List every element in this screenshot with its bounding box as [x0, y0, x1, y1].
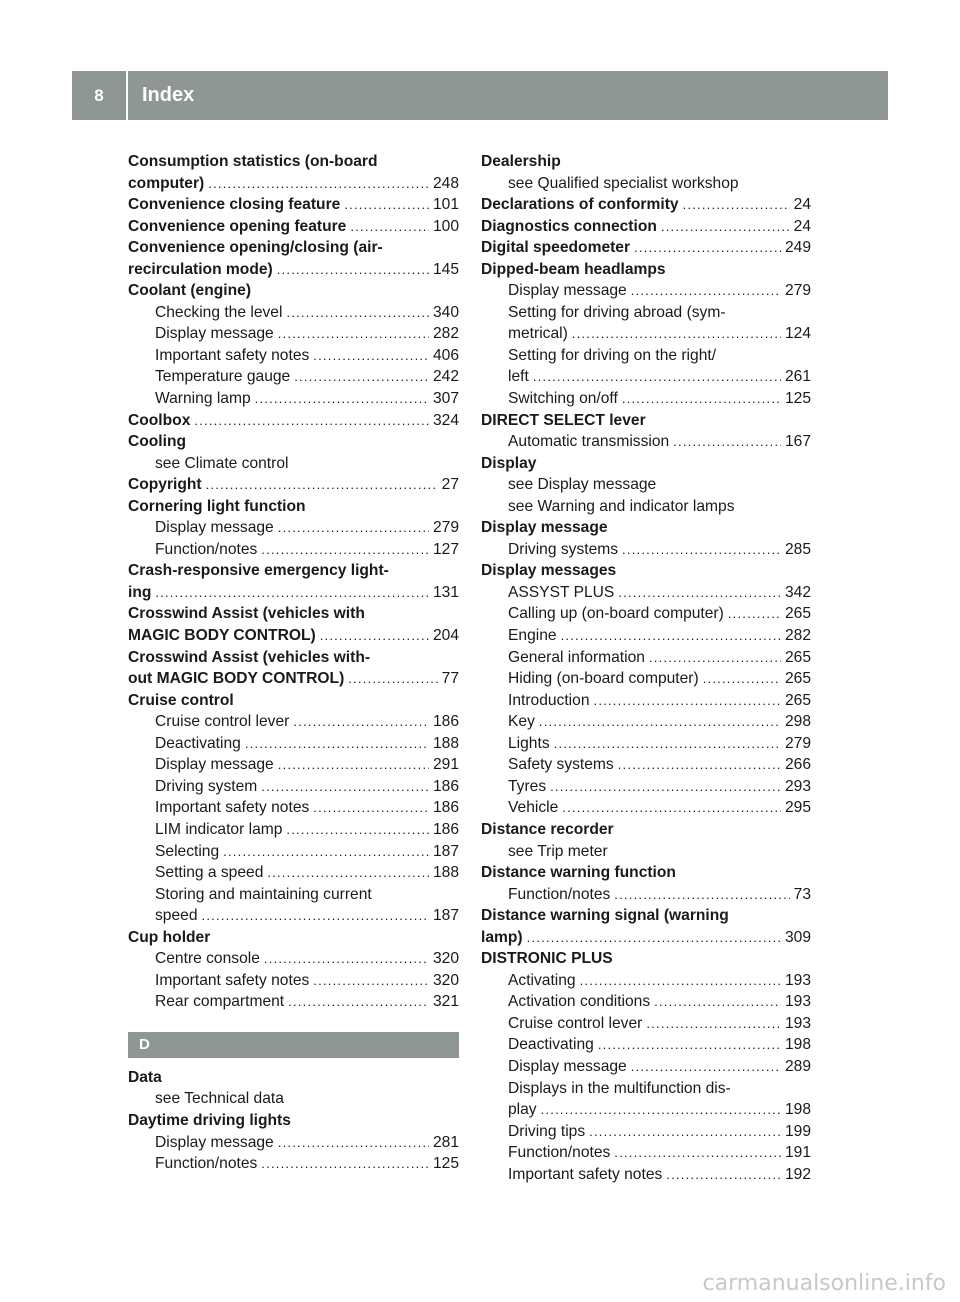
- page-reference[interactable]: 266: [784, 756, 811, 774]
- page-reference[interactable]: 100: [432, 217, 459, 235]
- page-reference[interactable]: 24: [793, 217, 811, 235]
- dot-leader: [286, 302, 429, 324]
- entry-label: Engine: [508, 627, 557, 645]
- entry-label: Activation conditions: [508, 993, 651, 1011]
- page-reference[interactable]: 131: [432, 583, 459, 601]
- page-reference[interactable]: 342: [784, 583, 811, 601]
- index-entry: Crash-responsive emergency light-: [128, 562, 389, 580]
- dot-leader: [541, 1099, 781, 1121]
- index-subentry[interactable]: [481, 280, 811, 302]
- page-reference[interactable]: 281: [432, 1133, 459, 1151]
- dot-leader: [278, 323, 429, 345]
- entry-label: Diagnostics connection: [481, 217, 657, 235]
- index-subentry[interactable]: [481, 323, 811, 345]
- index-entry: Distance warning signal (warning: [481, 907, 729, 925]
- page-reference[interactable]: 188: [432, 734, 459, 752]
- index-entry: Crosswind Assist (vehicles with-: [128, 648, 371, 666]
- dot-leader: [562, 797, 781, 819]
- index-subentry[interactable]: [128, 948, 459, 970]
- index-subentry[interactable]: [481, 1034, 811, 1056]
- dot-leader: [554, 733, 781, 755]
- entry-label: recirculation mode): [128, 260, 273, 278]
- dot-leader: [208, 173, 429, 195]
- index-entry: Cooling: [128, 433, 187, 451]
- entry-label: Convenience opening feature: [128, 217, 347, 235]
- dot-leader: [277, 259, 429, 281]
- page-reference[interactable]: 193: [784, 1014, 811, 1032]
- dot-leader: [278, 1132, 429, 1154]
- dot-leader: [155, 582, 429, 604]
- page-reference[interactable]: 324: [432, 411, 459, 429]
- dot-leader: [631, 280, 781, 302]
- page-reference[interactable]: 167: [784, 433, 811, 451]
- index-subentry[interactable]: [128, 776, 459, 798]
- dot-leader: [206, 474, 438, 496]
- index-subentry[interactable]: [481, 647, 811, 669]
- index-subentry[interactable]: [481, 884, 811, 906]
- entry-label: Lights: [508, 734, 550, 752]
- dot-leader: [267, 862, 429, 884]
- entry-label: Calling up (on-board computer): [508, 605, 724, 623]
- page-reference[interactable]: 279: [432, 519, 459, 537]
- entry-label: Activating: [508, 971, 576, 989]
- dot-leader: [261, 1153, 429, 1175]
- dot-leader: [618, 582, 781, 604]
- page-reference[interactable]: 289: [784, 1057, 811, 1075]
- index-cross-reference: see Climate control: [155, 454, 289, 472]
- index-subentry[interactable]: [128, 345, 459, 367]
- page-number: 8: [94, 85, 104, 105]
- dot-leader: [278, 754, 429, 776]
- entry-label: out MAGIC BODY CONTROL): [128, 670, 345, 688]
- entry-label: Driving system: [155, 777, 258, 795]
- index-cross-reference: see Display message: [508, 476, 657, 494]
- index-subentry[interactable]: [481, 776, 811, 798]
- dot-leader: [561, 625, 781, 647]
- index-entry: DISTRONIC PLUS: [481, 950, 613, 968]
- page-reference[interactable]: 293: [784, 777, 811, 795]
- index-column-left: [128, 151, 459, 1175]
- dot-leader: [261, 776, 429, 798]
- page-reference[interactable]: 199: [784, 1122, 811, 1140]
- dot-leader: [313, 345, 429, 367]
- page-reference[interactable]: 261: [784, 368, 811, 386]
- index-entry[interactable]: [481, 237, 811, 259]
- index-entry[interactable]: [481, 927, 811, 949]
- index-subentry[interactable]: [481, 539, 811, 561]
- page-reference[interactable]: 145: [432, 260, 459, 278]
- index-subentry[interactable]: [128, 539, 459, 561]
- index-entry: Coolant (engine): [128, 282, 252, 300]
- index-subentry[interactable]: [481, 603, 811, 625]
- entry-label: Important safety notes: [155, 971, 310, 989]
- page-reference[interactable]: 249: [784, 239, 811, 257]
- page-reference[interactable]: 265: [784, 605, 811, 623]
- entry-label: Hiding (on-board computer): [508, 670, 699, 688]
- entry-label: Important safety notes: [508, 1165, 663, 1183]
- index-subentry[interactable]: [128, 388, 459, 410]
- index-entry[interactable]: [128, 194, 459, 216]
- dot-leader: [594, 690, 781, 712]
- index-subentry: Displays in the multifunction dis-: [508, 1079, 731, 1097]
- page-reference[interactable]: 279: [784, 282, 811, 300]
- page-reference[interactable]: 27: [441, 476, 459, 494]
- dot-leader: [622, 539, 781, 561]
- dot-leader: [286, 819, 429, 841]
- index-subentry[interactable]: [128, 733, 459, 755]
- page-reference[interactable]: 124: [784, 325, 811, 343]
- entry-label: Rear compartment: [155, 993, 285, 1011]
- index-entry: DIRECT SELECT lever: [481, 411, 646, 429]
- index-entry: Consumption statistics (on-board: [128, 153, 378, 170]
- page-reference[interactable]: 291: [432, 756, 459, 774]
- dot-leader: [348, 668, 437, 690]
- index-entry[interactable]: [481, 194, 811, 216]
- index-entry: Display message: [481, 519, 608, 537]
- page-reference[interactable]: 125: [432, 1155, 459, 1173]
- dot-leader: [202, 905, 429, 927]
- index-cross-reference: see Qualified specialist workshop: [508, 174, 739, 192]
- page-reference[interactable]: 265: [784, 691, 811, 709]
- page-reference[interactable]: 192: [784, 1165, 811, 1183]
- index-entry: Cup holder: [128, 928, 211, 946]
- dot-leader: [614, 884, 789, 906]
- index-entry: Data: [128, 1068, 162, 1086]
- entry-label: General information: [508, 648, 645, 666]
- dot-leader: [589, 1121, 781, 1143]
- page-reference[interactable]: 191: [784, 1144, 811, 1162]
- index-subentry[interactable]: [128, 302, 459, 324]
- entry-label: Checking the level: [155, 303, 283, 321]
- index-subentry[interactable]: [128, 862, 459, 884]
- index-subentry[interactable]: [128, 991, 459, 1013]
- entry-label: Setting a speed: [155, 864, 264, 882]
- entry-label: ing: [128, 583, 152, 601]
- index-subentry[interactable]: [481, 1164, 811, 1186]
- index-subentry[interactable]: [481, 1056, 811, 1078]
- entry-label: Declarations of conformity: [481, 196, 679, 214]
- dot-leader: [666, 1164, 781, 1186]
- dot-leader: [223, 841, 429, 863]
- entry-label: left: [508, 368, 529, 386]
- index-subentry[interactable]: [128, 905, 459, 927]
- dot-leader: [533, 366, 781, 388]
- entry-label: Driving systems: [508, 540, 619, 558]
- page-reference[interactable]: 204: [432, 627, 459, 645]
- dot-leader: [527, 927, 781, 949]
- index-subentry[interactable]: [481, 668, 811, 690]
- entry-label: Display message: [155, 325, 274, 343]
- index-subentry[interactable]: [481, 625, 811, 647]
- page-reference[interactable]: 285: [784, 540, 811, 558]
- entry-label: speed: [155, 907, 198, 925]
- entry-label: Function/notes: [155, 1155, 258, 1173]
- page-reference[interactable]: 320: [432, 971, 459, 989]
- index-subentry[interactable]: [481, 733, 811, 755]
- index-entry: Display: [481, 454, 537, 472]
- dot-leader: [683, 194, 790, 216]
- entry-label: Function/notes: [508, 885, 611, 903]
- entry-label: Function/notes: [155, 540, 258, 558]
- index-cross-reference: see Technical data: [155, 1090, 284, 1108]
- entry-label: Display message: [155, 756, 274, 774]
- index-subentry: Setting for driving abroad (sym-: [508, 303, 726, 321]
- index-subentry[interactable]: [481, 1099, 811, 1121]
- index-subentry[interactable]: [128, 1153, 459, 1175]
- index-subentry[interactable]: [128, 323, 459, 345]
- entry-label: Display message: [508, 1057, 627, 1075]
- dot-leader: [261, 539, 429, 561]
- index-subentry[interactable]: [128, 366, 459, 388]
- page-reference[interactable]: 309: [784, 928, 811, 946]
- index-entry[interactable]: [128, 216, 459, 238]
- page-reference[interactable]: 298: [784, 713, 811, 731]
- index-entry: Distance warning function: [481, 864, 676, 882]
- dot-leader: [661, 216, 790, 238]
- entry-label: Important safety notes: [155, 346, 310, 364]
- index-subentry[interactable]: [128, 711, 459, 733]
- page-reference[interactable]: 265: [784, 670, 811, 688]
- entry-label: Copyright: [128, 476, 202, 494]
- dot-leader: [278, 517, 429, 539]
- page-reference[interactable]: 24: [793, 196, 811, 214]
- entry-label: Selecting: [155, 842, 220, 860]
- index-entry[interactable]: [128, 668, 459, 690]
- watermark: carmanualsonline.info: [702, 1271, 946, 1296]
- entry-label: Switching on/off: [508, 390, 618, 408]
- index-entry: Convenience opening/closing (air-: [128, 239, 383, 257]
- page-title: Index: [142, 84, 195, 106]
- page-reference[interactable]: 101: [432, 196, 459, 214]
- entry-label: lamp): [481, 928, 523, 946]
- entry-label: Cruise control lever: [508, 1014, 643, 1032]
- dot-leader: [646, 1013, 781, 1035]
- entry-label: LIM indicator lamp: [155, 820, 283, 838]
- dot-leader: [649, 647, 781, 669]
- dot-leader: [572, 323, 781, 345]
- page-reference[interactable]: 198: [784, 1036, 811, 1054]
- index-subentry[interactable]: [481, 1121, 811, 1143]
- index-subentry[interactable]: [128, 1132, 459, 1154]
- entry-label: Key: [508, 713, 535, 731]
- page-reference[interactable]: 188: [432, 864, 459, 882]
- dot-leader: [631, 1056, 781, 1078]
- index-subentry[interactable]: [128, 797, 459, 819]
- index-subentry[interactable]: [481, 711, 811, 733]
- entry-label: Warning lamp: [155, 390, 251, 408]
- index-subentry[interactable]: [481, 431, 811, 453]
- dot-leader: [255, 388, 429, 410]
- entry-label: MAGIC BODY CONTROL): [128, 627, 316, 645]
- page-reference[interactable]: 282: [432, 325, 459, 343]
- entry-label: play: [508, 1101, 537, 1119]
- entry-label: Vehicle: [508, 799, 559, 817]
- index-subentry[interactable]: [481, 388, 811, 410]
- dot-leader: [264, 948, 429, 970]
- index-subentry[interactable]: [481, 1013, 811, 1035]
- index-subentry[interactable]: [128, 819, 459, 841]
- index-entry: Dipped-beam headlamps: [481, 260, 666, 278]
- page-reference[interactable]: 282: [784, 627, 811, 645]
- entry-label: Deactivating: [155, 734, 241, 752]
- page-reference[interactable]: 186: [432, 820, 459, 838]
- entry-label: Safety systems: [508, 756, 614, 774]
- dot-leader: [634, 237, 781, 259]
- page-reference[interactable]: 406: [432, 346, 459, 364]
- dot-leader: [288, 991, 429, 1013]
- dot-leader: [598, 1034, 781, 1056]
- index-subentry[interactable]: [128, 517, 459, 539]
- index-entry[interactable]: [128, 410, 459, 432]
- dot-leader: [618, 754, 781, 776]
- dot-leader: [539, 711, 781, 733]
- entry-label: Digital speedometer: [481, 239, 631, 257]
- dot-leader: [614, 1142, 781, 1164]
- dot-leader: [320, 625, 429, 647]
- index-entry[interactable]: [481, 216, 811, 238]
- page-reference[interactable]: 279: [784, 734, 811, 752]
- entry-label: ASSYST PLUS: [508, 583, 615, 601]
- page-reference[interactable]: 127: [432, 540, 459, 558]
- index-entry: Distance recorder: [481, 820, 614, 838]
- page-reference[interactable]: 73: [793, 885, 811, 903]
- index-column-right: [481, 151, 811, 1185]
- section-letter-header: D: [128, 1032, 459, 1058]
- page-reference[interactable]: 320: [432, 950, 459, 968]
- page-reference[interactable]: 242: [432, 368, 459, 386]
- page-reference[interactable]: 186: [432, 777, 459, 795]
- index-entry[interactable]: [128, 173, 459, 195]
- dot-leader: [622, 388, 781, 410]
- dot-leader: [293, 711, 429, 733]
- page-reference[interactable]: 193: [784, 971, 811, 989]
- page-header: [72, 71, 888, 120]
- index-subentry[interactable]: [481, 1142, 811, 1164]
- index-subentry[interactable]: [128, 754, 459, 776]
- page-reference[interactable]: 186: [432, 713, 459, 731]
- index-subentry[interactable]: [481, 582, 811, 604]
- index-subentry[interactable]: [481, 797, 811, 819]
- index-entry[interactable]: [128, 582, 459, 604]
- dot-leader: [245, 733, 429, 755]
- entry-label: Temperature gauge: [155, 368, 291, 386]
- dot-leader: [550, 776, 781, 798]
- dot-leader: [673, 431, 781, 453]
- dot-leader: [350, 216, 429, 238]
- index-subentry[interactable]: [481, 366, 811, 388]
- index-subentry[interactable]: [481, 991, 811, 1013]
- page-reference[interactable]: 265: [784, 648, 811, 666]
- entry-label: Important safety notes: [155, 799, 310, 817]
- entry-label: Deactivating: [508, 1036, 594, 1054]
- page-reference[interactable]: 321: [432, 993, 459, 1011]
- index-entry[interactable]: [128, 474, 459, 496]
- entry-label: Cruise control lever: [155, 713, 290, 731]
- index-subentry[interactable]: [128, 970, 459, 992]
- page-reference[interactable]: 193: [784, 993, 811, 1011]
- dot-leader: [194, 410, 429, 432]
- index-subentry[interactable]: [481, 970, 811, 992]
- entry-label: Introduction: [508, 691, 590, 709]
- index-entry: Cornering light function: [128, 497, 306, 515]
- index-entry[interactable]: [128, 259, 459, 281]
- dot-leader: [728, 603, 781, 625]
- page-reference[interactable]: 125: [784, 390, 811, 408]
- index-subentry[interactable]: [481, 690, 811, 712]
- index-subentry[interactable]: [128, 841, 459, 863]
- index-entry: Cruise control: [128, 691, 234, 709]
- dot-leader: [294, 366, 429, 388]
- dot-leader: [580, 970, 781, 992]
- dot-leader: [344, 194, 429, 216]
- index-subentry: Storing and maintaining current: [155, 885, 372, 903]
- page-reference[interactable]: 248: [432, 174, 459, 192]
- index-cross-reference: see Warning and indicator lamps: [508, 497, 735, 515]
- index-subentry[interactable]: [481, 754, 811, 776]
- entry-label: Display message: [155, 1133, 274, 1151]
- page-reference[interactable]: 187: [432, 907, 459, 925]
- entry-label: metrical): [508, 325, 568, 343]
- page-reference[interactable]: 198: [784, 1101, 811, 1119]
- index-entry: Display messages: [481, 562, 617, 580]
- page-reference[interactable]: 187: [432, 842, 459, 860]
- page-reference[interactable]: 186: [432, 799, 459, 817]
- page-reference[interactable]: 77: [441, 670, 459, 688]
- page-reference[interactable]: 340: [432, 303, 459, 321]
- dot-leader: [654, 991, 781, 1013]
- entry-label: Display message: [155, 519, 274, 537]
- entry-label: Tyres: [508, 777, 547, 795]
- entry-label: Display message: [508, 282, 627, 300]
- dot-leader: [703, 668, 781, 690]
- dot-leader: [313, 970, 429, 992]
- entry-label: Function/notes: [508, 1144, 611, 1162]
- page-reference[interactable]: 295: [784, 799, 811, 817]
- entry-label: Automatic transmission: [508, 433, 670, 451]
- index-entry[interactable]: [128, 625, 459, 647]
- index-entry: Dealership: [481, 153, 561, 170]
- entry-label: Convenience closing feature: [128, 196, 341, 214]
- entry-label: Coolbox: [128, 411, 191, 429]
- entry-label: Driving tips: [508, 1122, 586, 1140]
- page-reference[interactable]: 307: [432, 390, 459, 408]
- index-cross-reference: see Trip meter: [508, 842, 608, 860]
- index-entry: Crosswind Assist (vehicles with: [128, 605, 365, 623]
- dot-leader: [313, 797, 429, 819]
- index-subentry: Setting for driving on the right/: [508, 346, 717, 364]
- entry-label: computer): [128, 174, 205, 192]
- entry-label: Centre console: [155, 950, 260, 968]
- index-entry: Daytime driving lights: [128, 1111, 291, 1129]
